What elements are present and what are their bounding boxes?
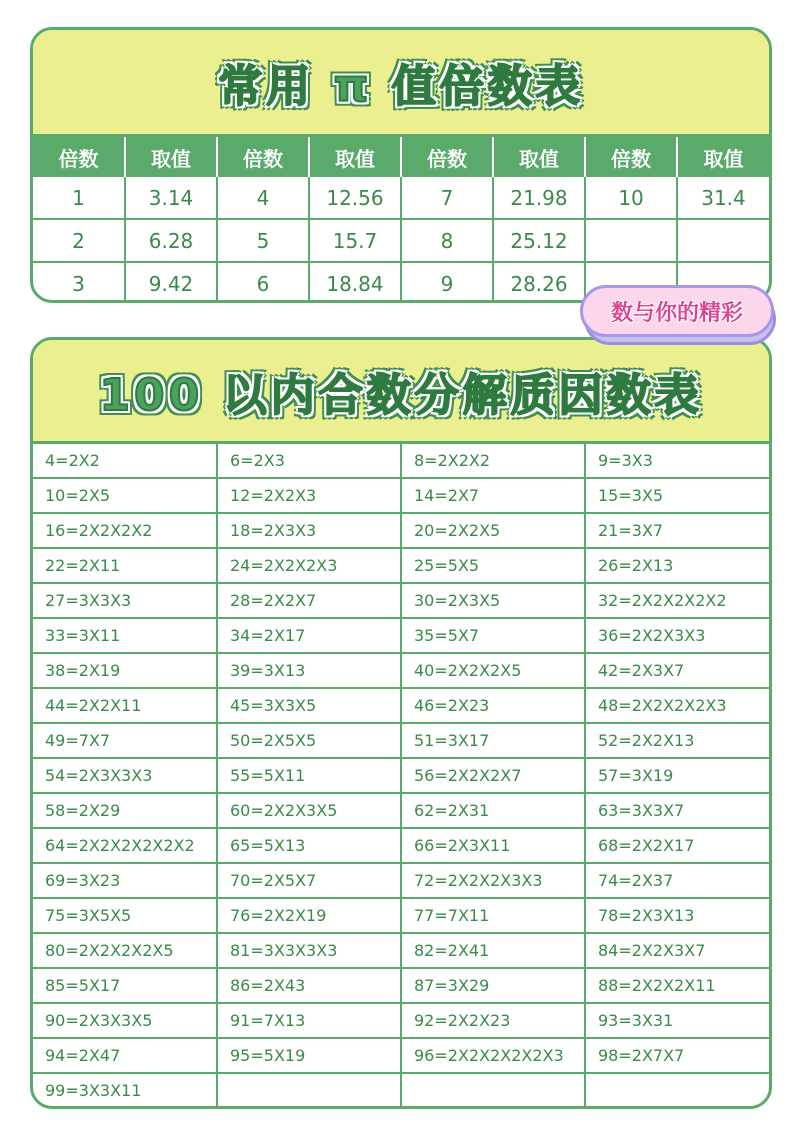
factor-table-row xyxy=(33,653,769,688)
factorization-cell: 42=2X3X7 xyxy=(585,653,769,688)
factorization-cell: 69=3X23 xyxy=(33,863,217,898)
factorization-cell: 24=2X2X2X3 xyxy=(217,548,401,583)
header-multiple: 倍数 xyxy=(401,137,493,177)
pi-table-row xyxy=(33,177,769,219)
multiple-cell: 7 xyxy=(401,177,493,219)
factor-table-row xyxy=(33,513,769,548)
pi-multiples-table xyxy=(33,137,769,303)
value-cell: 18.84 xyxy=(309,262,401,303)
header-multiple: 倍数 xyxy=(33,137,125,177)
factor-table-row xyxy=(33,758,769,793)
factorization-cell: 84=2X2X3X7 xyxy=(585,933,769,968)
multiple-cell: 4 xyxy=(217,177,309,219)
factor-table-row xyxy=(33,444,769,478)
factorization-cell: 4=2X2 xyxy=(33,444,217,478)
factorization-cell: 40=2X2X2X5 xyxy=(401,653,585,688)
value-cell: 12.56 xyxy=(309,177,401,219)
factorization-cell: 48=2X2X2X2X3 xyxy=(585,688,769,723)
pi-multiples-card xyxy=(30,27,772,303)
factor-table-row xyxy=(33,898,769,933)
factorization-cell: 60=2X2X3X5 xyxy=(217,793,401,828)
factor-table-row xyxy=(33,1073,769,1107)
factorization-cell: 28=2X2X7 xyxy=(217,583,401,618)
factorization-cell: 49=7X7 xyxy=(33,723,217,758)
factorization-cell: 66=2X3X11 xyxy=(401,828,585,863)
factor-table-row xyxy=(33,548,769,583)
factor-table-row xyxy=(33,863,769,898)
factor-table-row xyxy=(33,1038,769,1073)
multiple-cell: 8 xyxy=(401,219,493,262)
multiple-cell: 9 xyxy=(401,262,493,303)
factor-table-row xyxy=(33,933,769,968)
factorization-cell: 38=2X19 xyxy=(33,653,217,688)
factor-table-row xyxy=(33,968,769,1003)
multiple-cell: 6 xyxy=(217,262,309,303)
factor-table-title: 100 以内合数分解质因数表 xyxy=(99,369,703,421)
factorization-cell: 64=2X2X2X2X2X2 xyxy=(33,828,217,863)
factorization-cell: 6=2X3 xyxy=(217,444,401,478)
factorization-cell: 10=2X5 xyxy=(33,478,217,513)
factorization-cell: 56=2X2X2X7 xyxy=(401,758,585,793)
factorization-cell: 76=2X2X19 xyxy=(217,898,401,933)
factorization-cell: 99=3X3X11 xyxy=(33,1073,217,1107)
multiple-cell: 2 xyxy=(33,219,125,262)
factorization-cell: 93=3X31 xyxy=(585,1003,769,1038)
factorization-cell: 16=2X2X2X2 xyxy=(33,513,217,548)
factor-table-title-band xyxy=(33,340,769,444)
factorization-cell: 34=2X17 xyxy=(217,618,401,653)
pi-table-header-row xyxy=(33,137,769,177)
factorization-cell xyxy=(401,1073,585,1107)
factorization-cell: 46=2X23 xyxy=(401,688,585,723)
factor-table-row xyxy=(33,723,769,758)
header-value: 取值 xyxy=(677,137,769,177)
multiple-cell: 5 xyxy=(217,219,309,262)
factorization-cell: 81=3X3X3X3 xyxy=(217,933,401,968)
header-multiple: 倍数 xyxy=(217,137,309,177)
factorization-cell: 94=2X47 xyxy=(33,1038,217,1073)
multiple-cell: 3 xyxy=(33,262,125,303)
factorization-cell: 75=3X5X5 xyxy=(33,898,217,933)
value-cell: 31.4 xyxy=(677,177,769,219)
factorization-cell: 74=2X37 xyxy=(585,863,769,898)
value-cell: 9.42 xyxy=(125,262,217,303)
factorization-cell: 44=2X2X11 xyxy=(33,688,217,723)
multiple-cell xyxy=(585,219,677,262)
badge-label: 数与你的精彩 xyxy=(610,300,743,326)
factorization-cell: 22=2X11 xyxy=(33,548,217,583)
factorization-cell: 72=2X2X2X3X3 xyxy=(401,863,585,898)
factorization-cell: 26=2X13 xyxy=(585,548,769,583)
header-multiple: 倍数 xyxy=(585,137,677,177)
value-cell: 15.7 xyxy=(309,219,401,262)
factorization-cell: 82=2X41 xyxy=(401,933,585,968)
header-value: 取值 xyxy=(125,137,217,177)
factorization-cell xyxy=(217,1073,401,1107)
factorization-cell: 90=2X3X3X5 xyxy=(33,1003,217,1038)
factorization-cell xyxy=(585,1073,769,1107)
value-cell: 3.14 xyxy=(125,177,217,219)
factorization-card xyxy=(30,337,772,1109)
value-cell: 25.12 xyxy=(493,219,585,262)
factor-table-row xyxy=(33,618,769,653)
factorization-cell: 88=2X2X2X11 xyxy=(585,968,769,1003)
pi-table-title-band xyxy=(33,30,769,137)
slogan-badge xyxy=(580,283,778,347)
pi-table-title: 常用 π 值倍数表 xyxy=(218,61,584,112)
factorization-cell: 21=3X7 xyxy=(585,513,769,548)
factor-table-row xyxy=(33,793,769,828)
factorization-cell: 70=2X5X7 xyxy=(217,863,401,898)
value-cell xyxy=(677,219,769,262)
factorization-cell: 15=3X5 xyxy=(585,478,769,513)
factorization-cell: 25=5X5 xyxy=(401,548,585,583)
factorization-cell: 27=3X3X3 xyxy=(33,583,217,618)
factorization-cell: 18=2X3X3 xyxy=(217,513,401,548)
multiple-cell: 1 xyxy=(33,177,125,219)
factorization-cell: 32=2X2X2X2X2 xyxy=(585,583,769,618)
factorization-cell: 50=2X5X5 xyxy=(217,723,401,758)
factorization-cell: 58=2X29 xyxy=(33,793,217,828)
factorization-table xyxy=(33,444,769,1107)
factor-table-row xyxy=(33,828,769,863)
factorization-cell: 39=3X13 xyxy=(217,653,401,688)
multiple-cell: 10 xyxy=(585,177,677,219)
factorization-cell: 8=2X2X2 xyxy=(401,444,585,478)
factorization-cell: 45=3X3X5 xyxy=(217,688,401,723)
factorization-cell: 80=2X2X2X2X5 xyxy=(33,933,217,968)
factorization-cell: 20=2X2X5 xyxy=(401,513,585,548)
factorization-cell: 92=2X2X23 xyxy=(401,1003,585,1038)
factor-table-row xyxy=(33,478,769,513)
factorization-cell: 63=3X3X7 xyxy=(585,793,769,828)
factorization-cell: 52=2X2X13 xyxy=(585,723,769,758)
factorization-cell: 36=2X2X3X3 xyxy=(585,618,769,653)
factorization-cell: 54=2X3X3X3 xyxy=(33,758,217,793)
badge-pill xyxy=(580,285,774,337)
factorization-cell: 77=7X11 xyxy=(401,898,585,933)
value-cell: 21.98 xyxy=(493,177,585,219)
factor-table-row xyxy=(33,688,769,723)
factorization-cell: 95=5X19 xyxy=(217,1038,401,1073)
factorization-cell: 9=3X3 xyxy=(585,444,769,478)
factorization-cell: 85=5X17 xyxy=(33,968,217,1003)
factorization-cell: 78=2X3X13 xyxy=(585,898,769,933)
factorization-cell: 33=3X11 xyxy=(33,618,217,653)
factorization-cell: 57=3X19 xyxy=(585,758,769,793)
factorization-cell: 55=5X11 xyxy=(217,758,401,793)
factorization-cell: 87=3X29 xyxy=(401,968,585,1003)
factorization-cell: 14=2X7 xyxy=(401,478,585,513)
value-cell: 6.28 xyxy=(125,219,217,262)
factorization-cell: 65=5X13 xyxy=(217,828,401,863)
factorization-cell: 35=5X7 xyxy=(401,618,585,653)
factor-table-row xyxy=(33,583,769,618)
factorization-cell: 96=2X2X2X2X2X3 xyxy=(401,1038,585,1073)
factorization-cell: 30=2X3X5 xyxy=(401,583,585,618)
factorization-cell: 98=2X7X7 xyxy=(585,1038,769,1073)
factorization-cell: 68=2X2X17 xyxy=(585,828,769,863)
factorization-cell: 86=2X43 xyxy=(217,968,401,1003)
value-cell: 28.26 xyxy=(493,262,585,303)
factor-table-row xyxy=(33,1003,769,1038)
factorization-cell: 12=2X2X3 xyxy=(217,478,401,513)
header-value: 取值 xyxy=(309,137,401,177)
factorization-cell: 51=3X17 xyxy=(401,723,585,758)
factorization-cell: 91=7X13 xyxy=(217,1003,401,1038)
pi-table-row xyxy=(33,219,769,262)
factorization-cell: 62=2X31 xyxy=(401,793,585,828)
header-value: 取值 xyxy=(493,137,585,177)
